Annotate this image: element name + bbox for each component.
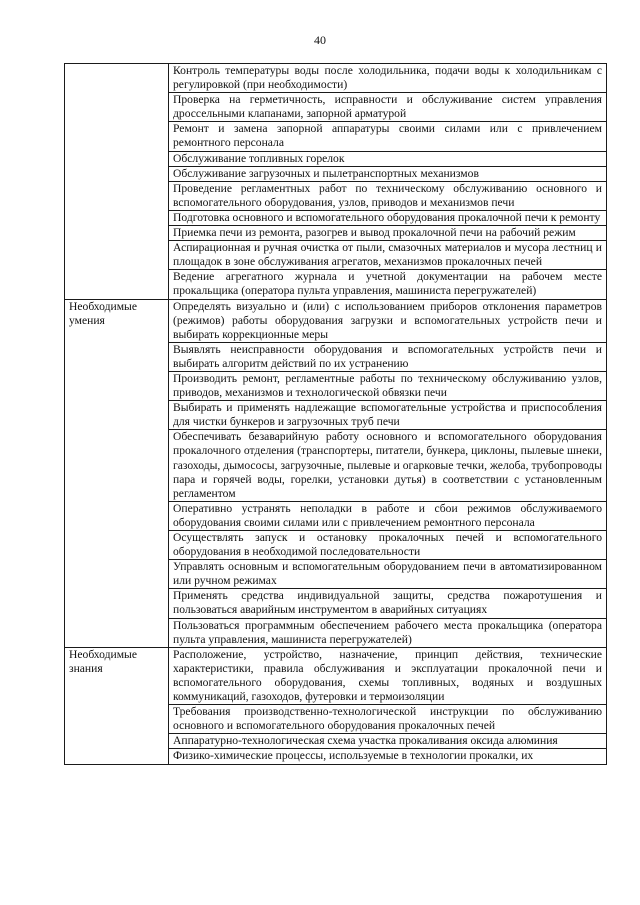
section-label: Необходимые умения <box>65 299 169 647</box>
table-row <box>65 64 607 93</box>
table-row <box>65 299 607 342</box>
competency-table <box>64 63 607 765</box>
table-cell: Выбирать и применять надлежащие вспомогательные устройства и приспособления для чистки бункеров и загрузочных труб печи <box>169 401 607 430</box>
table-cell: Осуществлять запуск и остановку прокалочных печей и вспомогательного оборудования в необходимой последовательности <box>169 531 607 560</box>
table-cell: Ведение агрегатного журнала и учетной документации на рабочем месте прокальщика (оператора пульта управления, машиниста перегружателей) <box>169 270 607 299</box>
table-cell: Приемка печи из ремонта, разогрев и вывод прокалочной печи на рабочий режим <box>169 226 607 241</box>
table-cell: Оперативно устранять неполадки в работе и сбои режимов обслуживаемого оборудования своими силами или с привлечением ремонтного персонала <box>169 501 607 530</box>
table-cell: Производить ремонт, регламентные работы по техническому обслуживанию узлов, приводов, механизмов и технологической обвязки печи <box>169 371 607 400</box>
table-cell: Требования производственно-технологической инструкции по обслуживанию основного и вспомогательного оборудования прокалочных печей <box>169 705 607 734</box>
section-label: Необходимые знания <box>65 647 169 764</box>
table-cell: Ремонт и замена запорной аппаратуры своими силами или с привлечением ремонтного персонала <box>169 122 607 151</box>
table-cell: Обслуживание топливных горелок <box>169 151 607 166</box>
page-number: 40 <box>314 33 326 47</box>
table-cell: Определять визуально и (или) с использованием приборов отклонения параметров (режимов) работы оборудования загрузки и вспомогательных устройств печи и выбирать коррекционные меры <box>169 299 607 342</box>
table-cell: Подготовка основного и вспомогательного оборудования прокалочной печи к ремонту <box>169 210 607 225</box>
table-cell: Применять средства индивидуальной защиты, средства пожаротушения и пользоваться аварийным инструментом в аварийных ситуациях <box>169 589 607 618</box>
table-cell: Контроль температуры воды после холодильника, подачи воды к холодильникам с регулировкой (при необходимости) <box>169 64 607 93</box>
table-cell: Физико-химические процессы, используемые в технологии прокалки, их <box>169 749 607 764</box>
table-cell: Проведение регламентных работ по техническому обслуживанию основного и вспомогательного оборудования, узлов, приводов и механизмов печи <box>169 181 607 210</box>
table-cell: Аппаратурно-технологическая схема участка прокаливания оксида алюминия <box>169 734 607 749</box>
table-cell: Обеспечивать безаварийную работу основного и вспомогательного оборудования прокалочного отделения (транспортеры, питатели, бункера, циклоны, пылевые шнеки, газоходы, дымососы, загрузочные, пылевые и огарковые течки, желоба, трубопроводы пара и горячей воды, горелки, установки дутья) в соответствии с установленным регламентом <box>169 430 607 501</box>
table-cell: Расположение, устройство, назначение, принцип действия, технические характеристики, правила обслуживания и эксплуатации прокалочной печи и вспомогательного оборудования, схемы топливных, водяных и воздушных коммуникаций, газоходов, футеровки и термоизоляции <box>169 647 607 704</box>
table-cell: Управлять основным и вспомогательным оборудованием печи в автоматизированном или ручном режимах <box>169 560 607 589</box>
table-cell: Выявлять неисправности оборудования и вспомогательных устройств печи и выбирать алгоритм действий по их устранению <box>169 342 607 371</box>
table-cell: Аспирационная и ручная очистка от пыли, смазочных материалов и мусора лестниц и площадок в зоне обслуживания агрегатов, механизмов прокалочных печей <box>169 241 607 270</box>
table-cell: Обслуживание загрузочных и пылетранспортных механизмов <box>169 166 607 181</box>
table-row <box>65 647 607 704</box>
table-cell: Пользоваться программным обеспечением рабочего места прокальщика (оператора пульта управления, машиниста перегружателей) <box>169 618 607 647</box>
table-cell: Проверка на герметичность, исправности и обслуживание систем управления дроссельными клапанами, запорной арматурой <box>169 93 607 122</box>
section-label <box>65 64 169 300</box>
